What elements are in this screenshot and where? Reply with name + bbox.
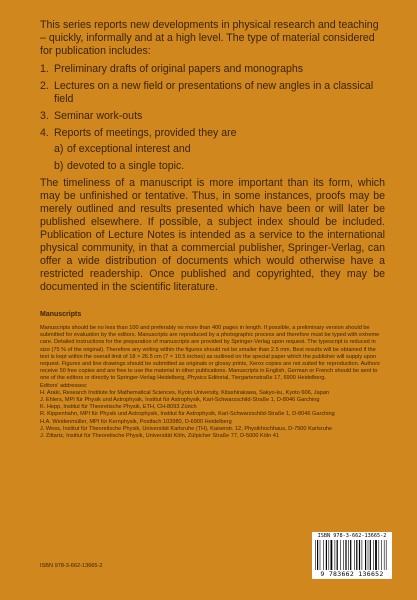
series-description (40, 19, 385, 294)
list-item (40, 80, 385, 106)
editors-label: Editors' addresses: (40, 382, 88, 389)
barcode-isbn-label: ISBN 978-3-662-13665-2 (317, 533, 387, 539)
editor-address: J. Wess, Institut für Theoretische Physik, Universität Karlsruhe (TH), Kaiserstr. 12, Physikhochhaus, D-7500 Karlsruhe (40, 425, 333, 432)
sub-list-item (54, 160, 385, 173)
barcode (312, 532, 392, 579)
list-number: 2. (40, 80, 49, 92)
editors-list (40, 383, 385, 441)
editor-address: J. Ehlers, MPI für Physik und Astrophysik, Institut für Astrophysik, Karl-Schwarzschild-Straße 1, D-8046 Garching (40, 397, 320, 404)
intro-paragraph: The timeliness of a manuscript is more important than its form, which may be unfinished or tentative. Thus, in some instances, proofs may be merely outlined and results presented which have been or will later be published elsewhere. If possible, a subject index should be included. Publication of Lecture Notes is intended as a service to the international physical community, in that a commercial publisher, Springer-Verlag, can offer a wide distribution of documents which would otherwise have a restricted readership. Once published and copyrighted, they may be documented in the scientific literature. (40, 177, 385, 293)
editor-address: K. Hepp, Institut für Theoretische Physik, ETH, CH-8093 Zürich (40, 404, 197, 411)
list-text: Reports of meetings, provided they are (54, 127, 237, 139)
list-number: 3. (40, 110, 49, 122)
sub-list-letter: b) (54, 160, 64, 172)
sub-list-text: devoted to a single topic. (67, 160, 185, 172)
material-list (40, 63, 385, 173)
list-number: 1. (40, 63, 49, 75)
list-text: Seminar work-outs (54, 110, 143, 122)
editor-address: J. Zittartz, Institut für Theoretische Physik, Universität Köln, Zülpicher Straße 77, D-5000 Köln 41 (40, 433, 279, 440)
sub-list-text: of exceptional interest and (67, 143, 191, 155)
editor-address: H.A. Weidenmüller, MPI für Kernphysik, Postfach 103980, D-6900 Heidelberg (40, 418, 232, 425)
manuscripts-heading: Manuscripts (40, 311, 82, 318)
barcode-number: 9 783662 136652 (320, 570, 384, 578)
sub-list-item (54, 143, 385, 156)
list-text: Preliminary drafts of original papers and monographs (54, 63, 304, 75)
editor-address: R. Kippenhahn, MPI für Physik und Astrophysik, Institut für Astrophysik, Karl-Schwarzschild-Straße 1, D-8046 Garching (40, 411, 335, 418)
barcode-bars-icon (315, 540, 389, 570)
list-text: Lectures on a new field or presentations of new angles in a classical field (54, 80, 374, 105)
editor-address: H. Araki, Research Institute for Mathematical Sciences, Kyoto University, Kitashirakawa, Sakyo-ku, Kyoto 606, Japan (40, 389, 330, 396)
list-item (40, 127, 385, 173)
meeting-conditions-list (54, 143, 385, 173)
isbn-text: ISBN 978-3-662-13665-2 (40, 563, 103, 569)
list-item (40, 110, 385, 123)
list-item (40, 63, 385, 76)
manuscripts-body: Manuscripts should be no less than 100 and preferably no more than 400 pages in length. If possible, a preliminary version should be submitted for evaluation by the editors. Manuscripts are reproduced by a photographic process and therefore must be typed with extreme care. Detailed instructions for the preparation of manuscripts are provided by Springer-Verlag upon request. The typescript is reduced in size (75 % of the original). Therefore any writing within the figures should not be smaller than 2.5 mm. Best results will be obtained if the text is kept within the overall limit of 18 × 26.5 cm (7 × 10.5 inches) as outlined on the special paper which the publisher will supply upon request. Figures and line drawings should be submitted as originals or glossy prints, Xerox copies are not suited for reproduction. Authors receive 50 free copies and are free to use the material in other publications. Manuscripts in English, German or French should be sent to one of the editors or directly to Springer-Verlag Heidelberg, Physics Editorial, Tiergartenstraße 17, 6900 Heidelberg. (40, 325, 380, 382)
intro-lead: This series reports new developments in physical research and teaching – quickly, informally and at a high level. The type of material considered for publication includes: (40, 19, 379, 57)
sub-list-letter: a) (54, 143, 64, 155)
manuscripts-section (40, 325, 385, 440)
list-number: 4. (40, 127, 49, 139)
